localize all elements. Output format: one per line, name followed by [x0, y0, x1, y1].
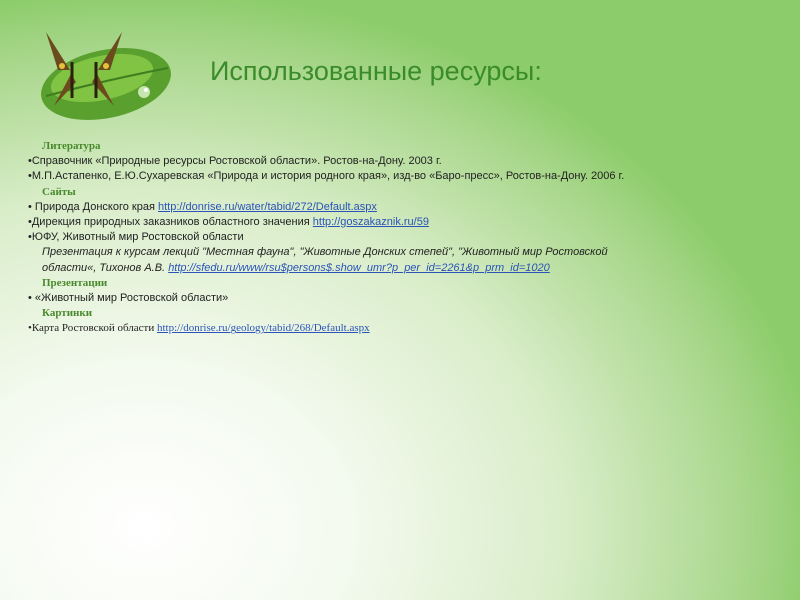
sfedu-link[interactable]: http://sfedu.ru/www/rsu$persons$.show_umr?p_per_id=2261&p_prm_id=1020 [168, 261, 550, 274]
goszakaznik-link[interactable]: http://goszakaznik.ru/59 [312, 216, 429, 229]
presentation-line: Презентация к курсам лекций "Местная фауна", "Животные Донских степей", "Животный мир Ростовской [42, 246, 608, 259]
list-item: • ЮФУ, Животный мир Ростовской области [28, 230, 788, 245]
section-heading-literature: Литература [42, 140, 101, 152]
list-item: • Справочник «Природные ресурсы Ростовской области». Ростов-на-Дону. 2003 г. [28, 154, 788, 169]
list-item [28, 200, 788, 215]
item-text: Природа Донского края [31, 200, 158, 213]
item-text: Карта Ростовской области [31, 322, 157, 335]
list-item [28, 215, 788, 230]
list-item [28, 321, 788, 336]
donrise-water-link[interactable]: http://donrise.ru/water/tabid/272/Default.aspx [158, 200, 377, 213]
section-heading-presentations: Презентации [42, 276, 108, 289]
section-heading-sites: Сайты [42, 185, 76, 198]
list-item: • М.П.Астапенко, Е.Ю.Сухаревская «Природа и история родного края», изд-во «Баро-пресс», Ростов-на-Дону. 2006 г. [28, 169, 788, 184]
slide-title: Использованные ресурсы: [210, 56, 542, 86]
list-item: • «Животный мир Ростовской области» [28, 291, 788, 306]
presentation-line [28, 261, 788, 276]
item-text: Дирекция природных заказников областного значения [31, 216, 313, 229]
butterflies-on-leaf-icon [18, 22, 178, 122]
donrise-geology-link[interactable]: http://donrise.ru/geology/tabid/268/Default.aspx [156, 322, 370, 335]
section-heading-pictures: Картинки [42, 307, 93, 320]
resources-list [28, 139, 788, 337]
item-text: области«, Тихонов А.В. [42, 261, 169, 274]
